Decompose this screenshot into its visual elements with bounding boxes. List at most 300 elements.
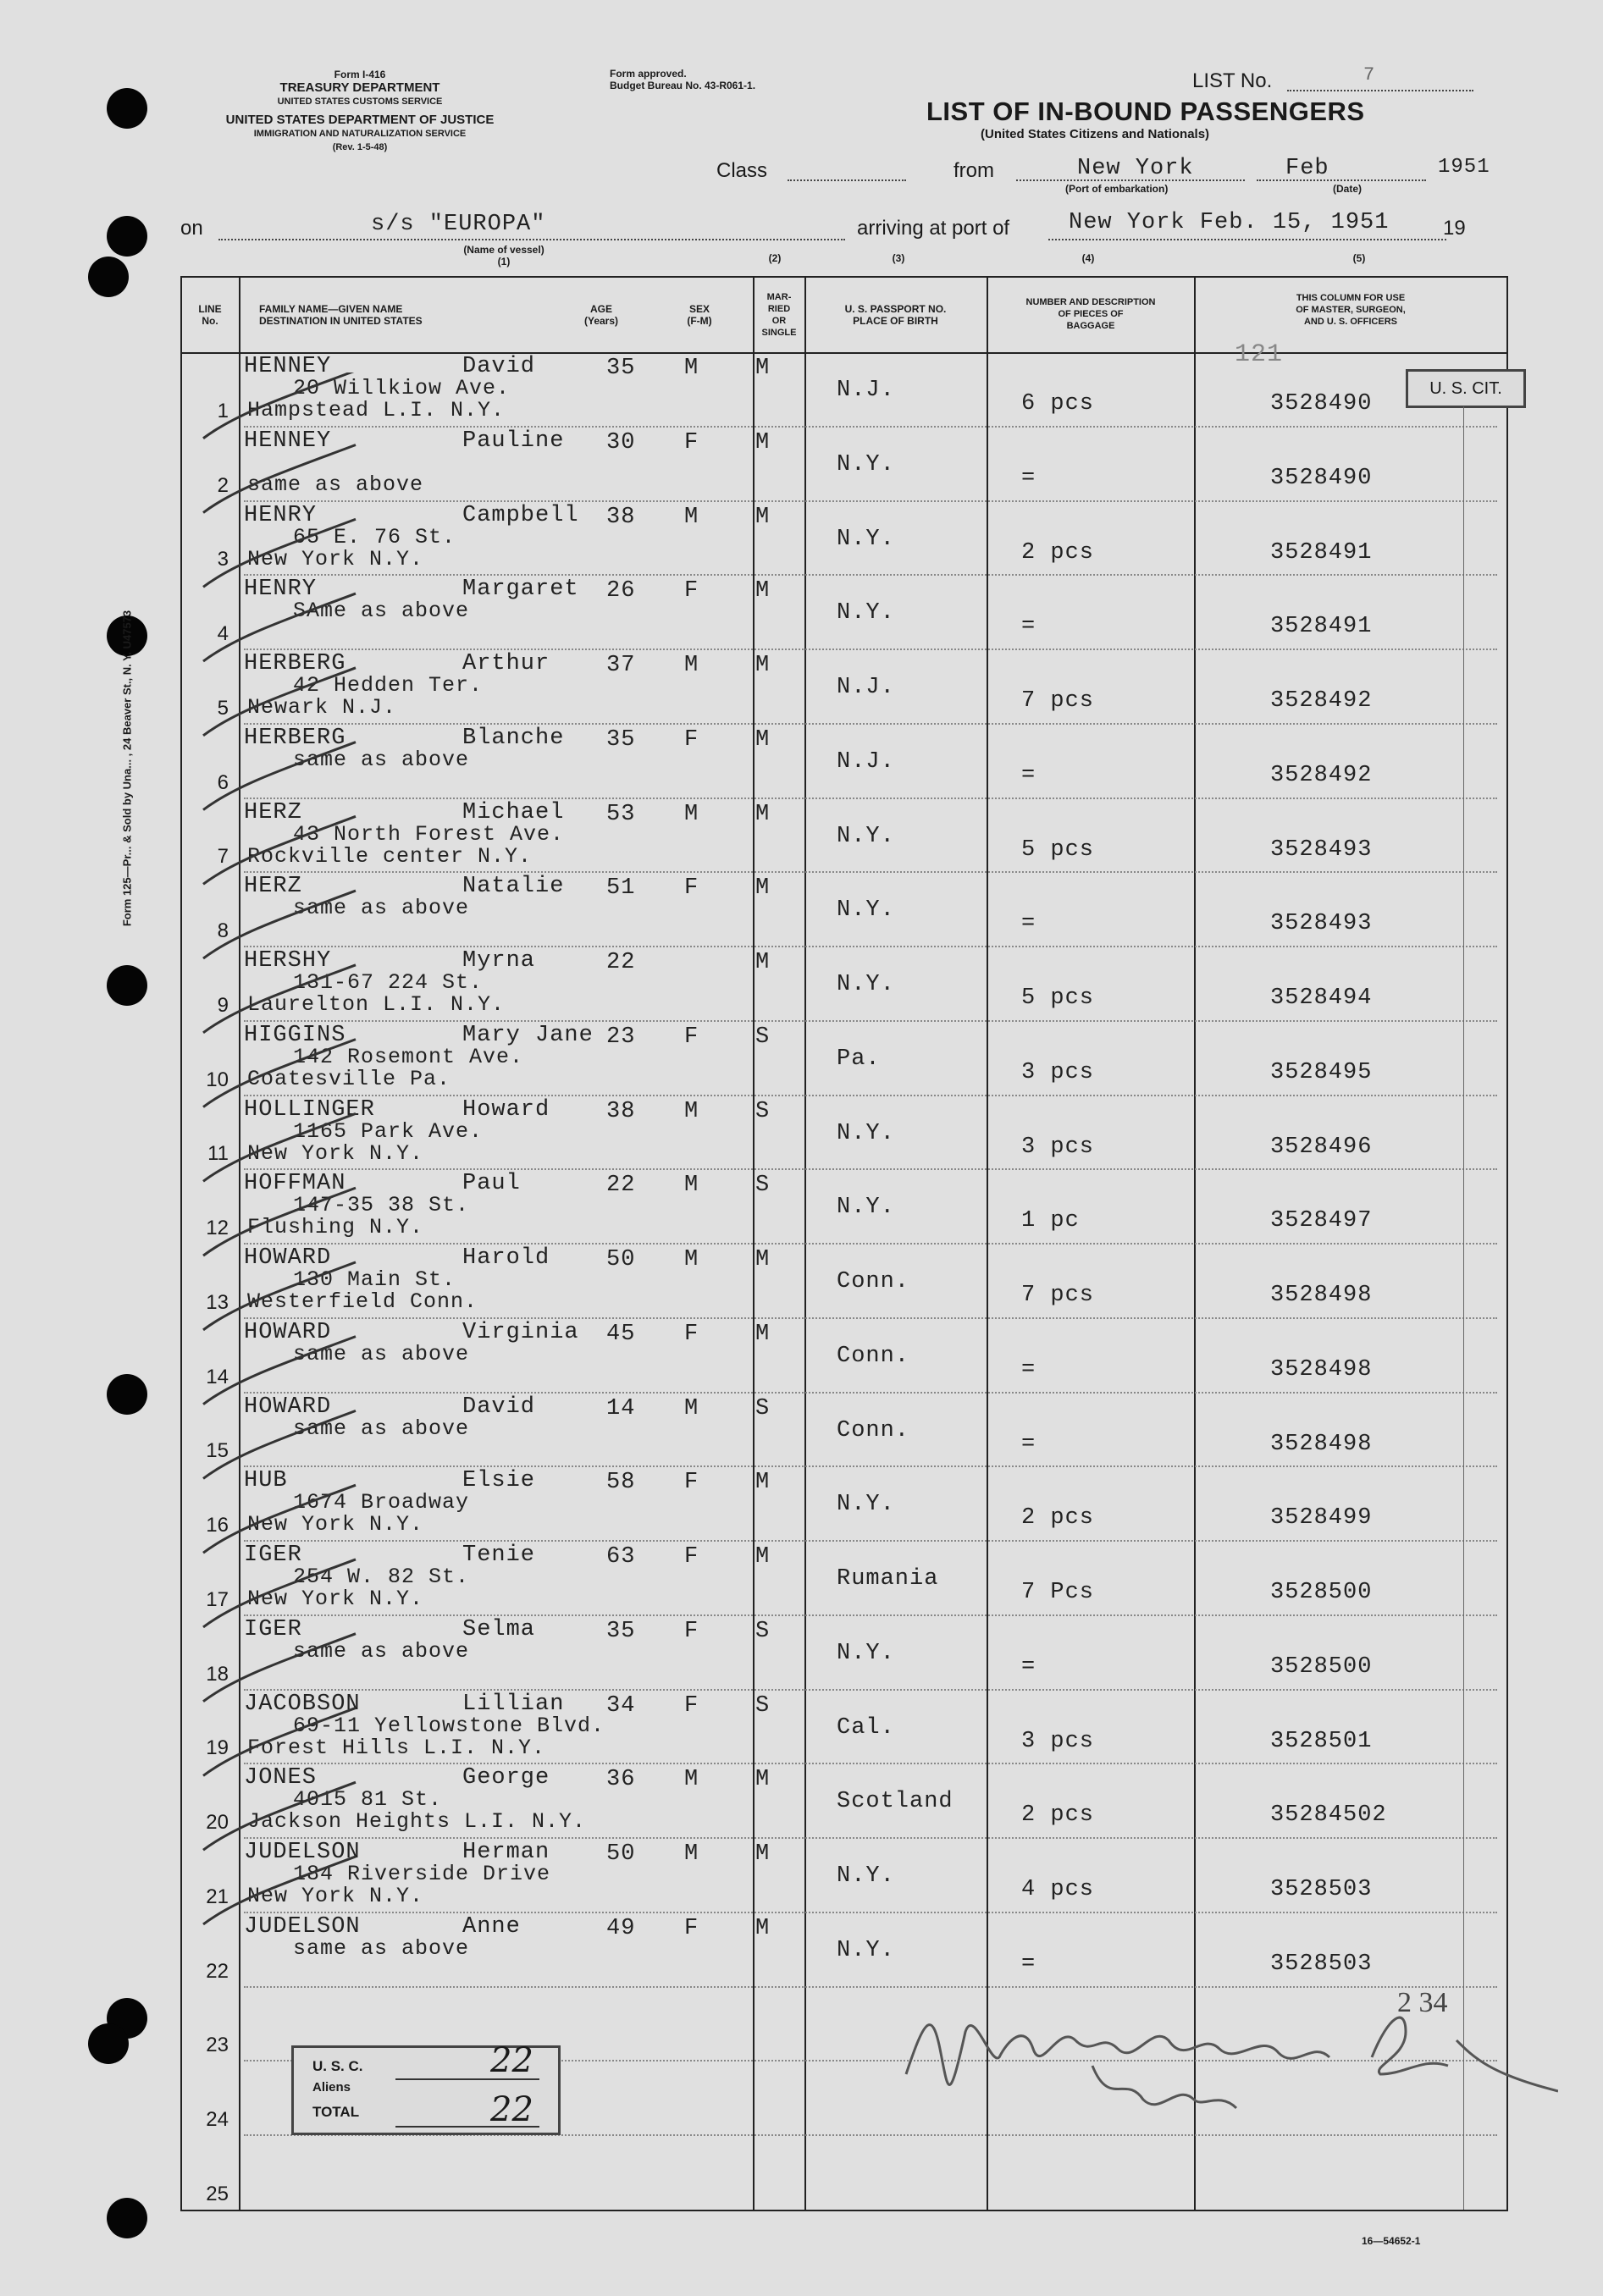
arriving-label: arriving at port of — [857, 217, 1010, 240]
year-suffix: 19 — [1443, 217, 1466, 240]
vessel-name: s/s "EUROPA" — [371, 212, 546, 237]
age: 37 — [606, 653, 636, 679]
baggage: 2 pcs — [1021, 539, 1095, 566]
check-marks — [186, 373, 474, 1998]
address-line-1: 1165 Park Ave. — [293, 1118, 484, 1144]
given-name: Myrna — [462, 948, 536, 974]
place-of-birth: N.J. — [837, 378, 895, 403]
print-code: 16—54652-1 — [1362, 2235, 1421, 2247]
marital-status: S — [755, 1618, 771, 1644]
printer-note: Form 125—Pr... & Sold by Una... , 24 Beaver St., N. Y. U47573 — [120, 610, 134, 927]
aliens-label: Aliens — [312, 2080, 351, 2095]
age: 49 — [606, 1915, 636, 1941]
line-number: 21 — [206, 1885, 229, 1908]
family-name: HERZ — [244, 799, 302, 825]
name-header: FAMILY NAME—GIVEN NAME DESTINATION IN UNITED STATES — [259, 303, 423, 327]
address-line-1: same as above — [293, 747, 470, 772]
age: 36 — [606, 1767, 636, 1793]
officer-number: 3528500 — [1270, 1653, 1373, 1680]
address-line-2: Laurelton L.I. N.Y. — [247, 992, 506, 1018]
place-of-birth: N.Y. — [837, 600, 895, 626]
usc-total: 22 — [490, 2041, 533, 2080]
check-stroke — [203, 593, 356, 661]
given-name: Selma — [462, 1616, 536, 1642]
col-num-3: (3) — [892, 252, 905, 264]
family-name: JUDELSON — [244, 1840, 361, 1866]
marital-status: M — [755, 801, 771, 827]
sex: M — [684, 653, 699, 679]
sex: M — [684, 1395, 699, 1421]
baggage: 7 Pcs — [1021, 1580, 1095, 1606]
baggage: 7 pcs — [1021, 688, 1095, 715]
given-name: Arthur — [462, 651, 550, 677]
baggage: = — [1021, 1431, 1036, 1457]
check-stroke — [203, 373, 356, 439]
officers-header: THIS COLUMN FOR USE OF MASTER, SURGEON, AND U. S. OFFICERS — [1296, 293, 1406, 327]
line-number: 23 — [206, 2034, 229, 2057]
grand-total: 22 — [490, 2090, 533, 2129]
family-name: HOWARD — [244, 1245, 332, 1272]
address-line-1: 4015 81 St. — [293, 1787, 443, 1813]
officer-number: 3528501 — [1270, 1728, 1373, 1754]
usc-label: U. S. C. — [312, 2058, 363, 2074]
officer-number: 3528498 — [1270, 1431, 1373, 1457]
sex: M — [684, 1247, 699, 1273]
given-name: Pauline — [462, 428, 565, 454]
address-line-1: 20 Willkiow Ave. — [293, 376, 511, 400]
place-of-birth: N.J. — [837, 675, 895, 701]
customs-service: UNITED STATES CUSTOMS SERVICE — [277, 97, 443, 107]
age: 22 — [606, 950, 636, 976]
embark-caption: (Port of embarkation) — [1065, 183, 1169, 195]
line-number: 22 — [206, 1959, 229, 1983]
check-stroke — [203, 445, 356, 513]
place-of-birth: N.Y. — [837, 823, 895, 849]
marital-status: S — [755, 1024, 771, 1050]
address-line-2: Flushing N.Y. — [247, 1215, 424, 1240]
baggage: 1 pc — [1021, 1208, 1080, 1234]
given-name: Anne — [462, 1913, 521, 1940]
punch-hole — [107, 216, 147, 257]
form-title: LIST OF IN-BOUND PASSENGERS — [926, 97, 1365, 126]
check-stroke — [203, 1262, 356, 1330]
address-line-2: New York N.Y. — [247, 1884, 424, 1909]
officer-number: 3528493 — [1270, 836, 1373, 863]
given-name: Michael — [462, 799, 565, 825]
sex: M — [684, 801, 699, 827]
given-name: Paul — [462, 1171, 521, 1197]
age: 26 — [606, 578, 636, 604]
given-name: Herman — [462, 1840, 550, 1866]
place-of-birth: Cal. — [837, 1714, 895, 1741]
check-stroke — [203, 1634, 356, 1702]
age: 38 — [606, 504, 636, 530]
family-name: HIGGINS — [244, 1022, 346, 1048]
line-number: 18 — [206, 1662, 229, 1686]
line-number: 6 — [217, 770, 229, 794]
place-of-birth: Pa. — [837, 1046, 881, 1072]
punch-hole — [107, 1374, 147, 1415]
given-name: Elsie — [462, 1468, 536, 1494]
given-name: Tenie — [462, 1543, 536, 1569]
check-stroke — [203, 1410, 356, 1478]
sex: M — [684, 1098, 699, 1124]
marital-status: M — [755, 429, 771, 455]
col-num-4: (4) — [1081, 252, 1095, 264]
family-name: HOLLINGER — [244, 1096, 375, 1123]
officer-number: 3528500 — [1270, 1580, 1373, 1606]
punch-hole — [88, 2023, 129, 2064]
line-number: 20 — [206, 1811, 229, 1835]
address-line-2: Coatesville Pa. — [247, 1066, 451, 1091]
revision: (Rev. 1-5-48) — [332, 142, 388, 152]
address-line-1: 1674 Broadway — [293, 1490, 470, 1515]
check-stroke — [203, 1485, 356, 1553]
officer-number: 3528491 — [1270, 614, 1373, 640]
check-stroke — [203, 1040, 356, 1107]
family-name: HUB — [244, 1468, 288, 1494]
age: 30 — [606, 429, 636, 455]
address-line-1: 130 Main St. — [293, 1267, 456, 1293]
address-line-1: SAme as above — [293, 599, 470, 624]
place-of-birth: Scotland — [837, 1789, 954, 1815]
baggage: = — [1021, 465, 1036, 491]
age: 63 — [606, 1544, 636, 1570]
address-line-1: 65 E. 76 St. — [293, 524, 456, 549]
address-line-2: New York N.Y. — [247, 1140, 424, 1166]
given-name: Natalie — [462, 874, 565, 900]
sex: F — [684, 1915, 699, 1941]
age: 58 — [606, 1470, 636, 1496]
port-of-embarkation: New York — [1077, 156, 1194, 181]
place-of-birth: N.Y. — [837, 451, 895, 477]
address-line-2: Newark N.J. — [247, 695, 397, 720]
line-number: 10 — [206, 1068, 229, 1091]
form-approved: Form approved. — [610, 68, 687, 80]
marital-status: S — [755, 1098, 771, 1124]
line-number: 12 — [206, 1217, 229, 1240]
class-label: Class — [716, 159, 768, 182]
sex: M — [684, 504, 699, 530]
line-number: 2 — [217, 473, 229, 497]
address-line-2: Hampstead L.I. N.Y. — [247, 398, 506, 422]
place-of-birth: N.Y. — [837, 897, 895, 924]
place-of-birth: N.Y. — [837, 1492, 895, 1518]
line-number: 4 — [217, 622, 229, 646]
check-stroke — [203, 891, 356, 958]
address-line-1: 131-67 224 St. — [293, 970, 484, 996]
line-number: 7 — [217, 845, 229, 869]
sex: F — [684, 1024, 699, 1050]
officer-number: 3528498 — [1270, 1283, 1373, 1309]
check-stroke — [203, 1708, 356, 1775]
embark-year: 1951 — [1438, 156, 1490, 179]
address-line-2: New York N.Y. — [247, 1512, 424, 1537]
family-name: IGER — [244, 1616, 302, 1642]
family-name: IGER — [244, 1543, 302, 1569]
place-of-birth: Conn. — [837, 1417, 910, 1443]
address-line-1: 254 W. 82 St. — [293, 1565, 470, 1590]
baggage: 4 pcs — [1021, 1877, 1095, 1903]
officer-number: 3528499 — [1270, 1505, 1373, 1532]
check-stroke — [203, 1559, 356, 1627]
col-num-2: (2) — [768, 252, 782, 264]
form-number: Form I-416 — [334, 69, 386, 80]
married-header: MAR- RIED OR SINGLE — [761, 292, 797, 338]
place-of-birth: N.J. — [837, 748, 895, 775]
age: 34 — [606, 1692, 636, 1719]
address-line-1: same as above — [293, 1638, 470, 1664]
punch-hole — [107, 88, 147, 129]
place-of-birth: N.Y. — [837, 1640, 895, 1666]
sex: F — [684, 1618, 699, 1644]
line-number: 3 — [217, 548, 229, 571]
given-name: Blanche — [462, 725, 565, 751]
address-line-2: same as above — [247, 472, 424, 497]
line-number: 14 — [206, 1365, 229, 1388]
address-line-1: 43 North Forest Ave. — [293, 821, 565, 847]
officer-number: 3528493 — [1270, 911, 1373, 937]
sex: M — [684, 1841, 699, 1868]
place-of-birth: N.Y. — [837, 972, 895, 998]
line-number: 16 — [206, 1514, 229, 1537]
officer-number: 3528491 — [1270, 539, 1373, 566]
given-name: Lillian — [462, 1691, 565, 1717]
marital-status: S — [755, 1395, 771, 1421]
age-header: AGE (Years) — [583, 303, 619, 327]
address-line-1: 142 Rosemont Ave. — [293, 1044, 524, 1069]
baggage: 7 pcs — [1021, 1283, 1095, 1309]
sex: F — [684, 578, 699, 604]
officer-number: 3528503 — [1270, 1877, 1373, 1903]
justice-dept: UNITED STATES DEPARTMENT OF JUSTICE — [225, 113, 495, 127]
family-name: HENRY — [244, 502, 318, 528]
from-label: from — [954, 159, 994, 182]
family-name: HOFFMAN — [244, 1171, 346, 1197]
address-line-2: Rockville center N.Y. — [247, 843, 533, 869]
marital-status: M — [755, 1470, 771, 1496]
signature-mark: 2 34 — [1397, 1987, 1448, 2018]
officer-number: 3528497 — [1270, 1208, 1373, 1234]
place-of-birth: N.Y. — [837, 1863, 895, 1890]
age: 35 — [606, 726, 636, 753]
marital-status: S — [755, 1692, 771, 1719]
place-of-birth: N.Y. — [837, 1195, 895, 1221]
check-stroke — [203, 1782, 356, 1850]
officer-signature — [898, 1973, 1558, 2133]
marital-status: M — [755, 875, 771, 902]
address-line-2: Jackson Heights L.I. N.Y. — [247, 1809, 587, 1835]
family-name: HENRY — [244, 577, 318, 603]
officer-number: 3528492 — [1270, 688, 1373, 715]
baggage: 5 pcs — [1021, 985, 1095, 1012]
age: 50 — [606, 1841, 636, 1868]
marital-status: M — [755, 504, 771, 530]
given-name: David — [462, 354, 536, 379]
line-number: 19 — [206, 1736, 229, 1760]
given-name: George — [462, 1765, 550, 1791]
age: 23 — [606, 1024, 636, 1050]
address-line-1: 42 Hedden Ter. — [293, 673, 484, 698]
family-name: HOWARD — [244, 1394, 332, 1420]
given-name: Campbell — [462, 502, 579, 528]
officer-number: 35284502 — [1270, 1802, 1387, 1829]
list-number-label: LIST No. — [1192, 69, 1273, 92]
check-stroke — [203, 816, 356, 884]
family-name: HENNEY — [244, 354, 332, 379]
place-of-birth: Conn. — [837, 1269, 910, 1295]
given-name: Margaret — [462, 577, 579, 603]
check-stroke — [203, 1337, 356, 1405]
check-stroke — [203, 1188, 356, 1256]
check-stroke — [203, 519, 356, 587]
officer-number: 3528490 — [1270, 391, 1373, 417]
age: 50 — [606, 1247, 636, 1273]
line-number: 15 — [206, 1439, 229, 1463]
place-of-birth: N.Y. — [837, 1120, 895, 1146]
sex: F — [684, 1692, 699, 1719]
baggage: = — [1021, 614, 1036, 640]
sex-header: SEX (F-M) — [687, 303, 712, 327]
treasury-dept: TREASURY DEPARTMENT — [279, 80, 440, 95]
line-number: 5 — [217, 696, 229, 720]
age: 22 — [606, 1173, 636, 1199]
line-no-header: LINE No. — [198, 303, 222, 327]
address-line-2: New York N.Y. — [247, 1587, 424, 1612]
line-number: 24 — [206, 2108, 229, 2132]
address-line-2: Westerfield Conn. — [247, 1289, 478, 1315]
officer-number: 3528492 — [1270, 762, 1373, 788]
marital-status: M — [755, 1841, 771, 1868]
arrival-port-date: New York Feb. 15, 1951 — [1069, 210, 1390, 235]
age: 45 — [606, 1321, 636, 1347]
marital-status: M — [755, 726, 771, 753]
line-number: 8 — [217, 919, 229, 943]
given-name: Mary Jane — [462, 1022, 594, 1048]
age: 35 — [606, 356, 636, 381]
officer-number: 3528490 — [1270, 465, 1373, 491]
family-name: JUDELSON — [244, 1913, 361, 1940]
baggage-header: NUMBER AND DESCRIPTION OF PIECES OF BAGGAGE — [1025, 297, 1156, 331]
agency-block — [174, 68, 546, 154]
citizen-stamp: U. S. CIT. — [1406, 369, 1526, 408]
address-line-1: same as above — [293, 1935, 470, 1961]
sex: M — [684, 1173, 699, 1199]
given-name: Harold — [462, 1245, 550, 1272]
date-caption: (Date) — [1333, 183, 1363, 195]
line-number: 11 — [207, 1142, 229, 1166]
col-num-5: (5) — [1352, 252, 1366, 264]
total-label: TOTAL — [312, 2104, 360, 2120]
address-line-1: 69-11 Yellowstone Blvd. — [293, 1713, 605, 1738]
age: 14 — [606, 1395, 636, 1421]
family-name: HERZ — [244, 874, 302, 900]
place-of-birth: Conn. — [837, 1343, 910, 1369]
line-number: 17 — [206, 1587, 229, 1611]
given-name: Howard — [462, 1096, 550, 1123]
baggage: 5 pcs — [1021, 836, 1095, 863]
address-line-1: same as above — [293, 1416, 470, 1441]
baggage: 3 pcs — [1021, 1134, 1095, 1160]
baggage: 2 pcs — [1021, 1802, 1095, 1829]
place-of-birth: N.Y. — [837, 1937, 895, 1963]
family-name: HERBERG — [244, 725, 346, 751]
check-stroke — [203, 1113, 356, 1181]
check-stroke — [203, 1857, 356, 1924]
list-number: 7 — [1363, 64, 1376, 86]
marital-status: M — [755, 1321, 771, 1347]
address-line-1: same as above — [293, 1341, 470, 1366]
address-line-2: Forest Hills L.I. N.Y. — [247, 1735, 546, 1760]
address-line-1: same as above — [293, 896, 470, 921]
officer-number: 3528496 — [1270, 1134, 1373, 1160]
marital-status: S — [755, 1173, 771, 1199]
officer-number: 3528494 — [1270, 985, 1373, 1012]
passport-header: U. S. PASSPORT NO. PLACE OF BIRTH — [844, 303, 947, 327]
baggage: 3 pcs — [1021, 1059, 1095, 1085]
punch-hole — [107, 2198, 147, 2238]
baggage: 6 pcs — [1021, 391, 1095, 417]
check-stroke — [203, 965, 356, 1033]
sex: F — [684, 1470, 699, 1496]
marital-status: M — [755, 1544, 771, 1570]
sex: F — [684, 429, 699, 455]
baggage: = — [1021, 762, 1036, 788]
family-name: HERBERG — [244, 651, 346, 677]
marital-status: M — [755, 653, 771, 679]
sex: M — [684, 356, 699, 381]
form-approval — [610, 68, 755, 91]
baggage: = — [1021, 911, 1036, 937]
sex: F — [684, 1544, 699, 1570]
line-number: 13 — [206, 1290, 229, 1314]
stamp-number: 121 — [1235, 340, 1284, 369]
family-name: HENNEY — [244, 428, 332, 454]
family-name: HOWARD — [244, 1319, 332, 1345]
check-stroke — [203, 742, 356, 810]
line-number: 25 — [206, 2183, 229, 2205]
officer-number: 3528498 — [1270, 1356, 1373, 1383]
officer-number: 3528503 — [1270, 1951, 1373, 1977]
marital-status: M — [755, 356, 771, 381]
place-of-birth: N.Y. — [837, 526, 895, 552]
family-name: JACOBSON — [244, 1691, 361, 1717]
marital-status: M — [755, 1247, 771, 1273]
address-line-1: 184 Riverside Drive — [293, 1862, 551, 1887]
officer-number: 3528495 — [1270, 1059, 1373, 1085]
given-name: David — [462, 1394, 536, 1420]
line-number: 1 — [217, 399, 229, 422]
on-label: on — [180, 217, 203, 240]
age: 35 — [606, 1618, 636, 1644]
embark-month: Feb — [1285, 156, 1329, 181]
sex: F — [684, 875, 699, 902]
age: 38 — [606, 1098, 636, 1124]
line-number: 9 — [217, 993, 229, 1017]
check-stroke — [203, 668, 356, 736]
baggage: = — [1021, 1356, 1036, 1383]
immigration-service: IMMIGRATION AND NATURALIZATION SERVICE — [253, 129, 467, 139]
baggage: 2 pcs — [1021, 1505, 1095, 1532]
address-line-2: New York N.Y. — [247, 546, 424, 571]
sex: M — [684, 1767, 699, 1793]
baggage: = — [1021, 1951, 1036, 1977]
sex: F — [684, 1321, 699, 1347]
address-line-1: 147-35 38 St. — [293, 1193, 470, 1218]
budget-bureau: Budget Bureau No. 43-R061-1. — [610, 80, 756, 91]
punch-hole — [88, 257, 129, 297]
family-name: HERSHY — [244, 948, 332, 974]
